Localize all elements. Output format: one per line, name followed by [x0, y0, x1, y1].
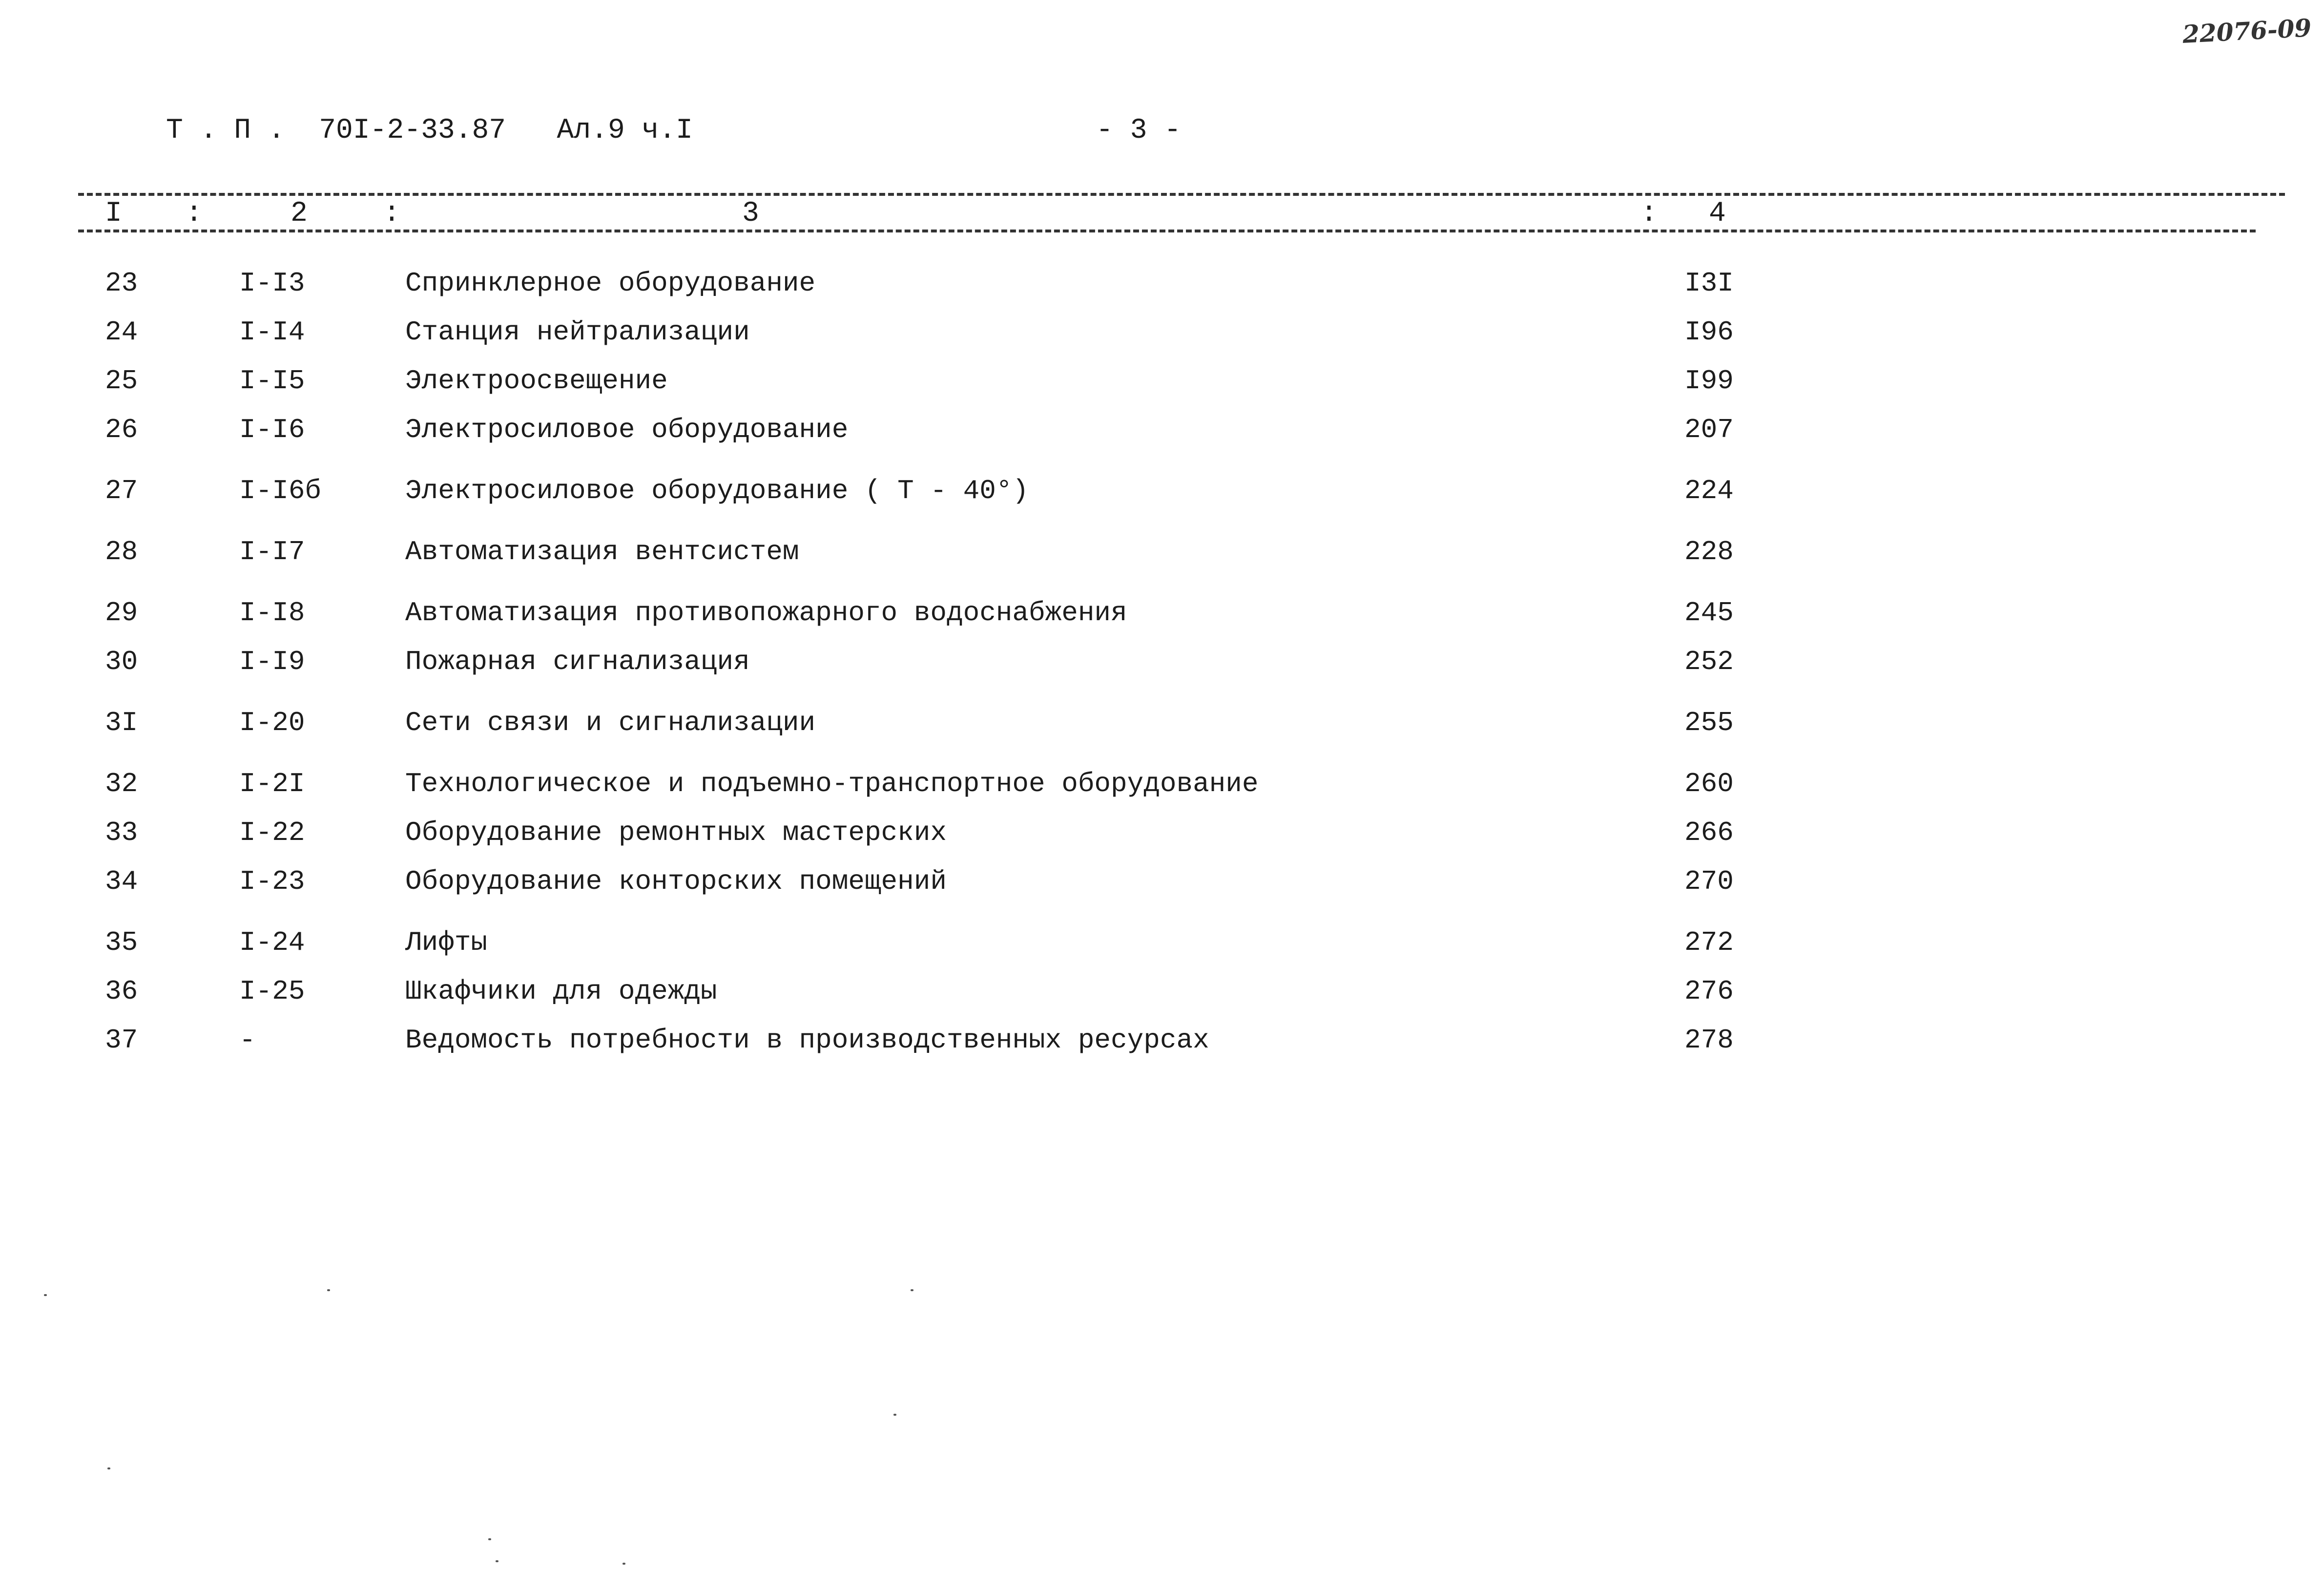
scan-speck — [911, 1289, 913, 1291]
row-page: 270 — [1684, 866, 1734, 897]
row-code: I-I7 — [239, 536, 305, 567]
row-page: 276 — [1684, 976, 1734, 1007]
table-row — [0, 642, 1806, 681]
table-row — [0, 532, 1806, 571]
table-row — [0, 862, 1806, 901]
column-separator: : — [383, 198, 400, 230]
row-name: Шкафчики для одежды — [405, 976, 717, 1007]
row-page: 228 — [1684, 536, 1734, 567]
table-row — [0, 410, 1806, 449]
row-name: Спринклерное оборудование — [405, 268, 816, 299]
row-number: 32 — [105, 768, 138, 799]
scan-speck — [622, 1563, 625, 1565]
scan-speck — [107, 1467, 110, 1469]
row-code: I-22 — [239, 817, 305, 848]
row-number: 34 — [105, 866, 138, 897]
row-number: 23 — [105, 268, 138, 299]
column-header-3: 3 — [742, 198, 759, 230]
table-row — [0, 313, 1806, 352]
row-code: I-I8 — [239, 597, 305, 628]
column-separator: : — [186, 198, 203, 230]
row-code: I-I4 — [239, 316, 305, 348]
row-page: 252 — [1684, 646, 1734, 677]
row-number: 3I — [105, 707, 138, 738]
table-top-rule — [78, 193, 2285, 196]
row-page: I99 — [1684, 365, 1734, 397]
row-name: Лифты — [405, 927, 488, 958]
row-number: 25 — [105, 365, 138, 397]
row-name: Оборудование конторских помещений — [405, 866, 947, 897]
row-page: 207 — [1684, 414, 1734, 445]
table-row — [0, 593, 1806, 632]
row-page: I3I — [1684, 268, 1734, 299]
row-page: 266 — [1684, 817, 1734, 848]
scan-speck — [488, 1538, 491, 1540]
row-name: Автоматизация противопожарного водоснабжения — [405, 597, 1127, 628]
table-row — [0, 471, 1806, 510]
row-code: I-I5 — [239, 365, 305, 397]
row-name: Автоматизация вентсистем — [405, 536, 799, 567]
row-number: 24 — [105, 316, 138, 348]
row-number: 28 — [105, 536, 138, 567]
page-number: - 3 - — [1096, 115, 1182, 147]
row-name: Пожарная сигнализация — [405, 646, 750, 677]
column-header-4: 4 — [1709, 198, 1726, 230]
row-number: 26 — [105, 414, 138, 445]
column-header-1: I — [105, 198, 122, 230]
scan-speck — [327, 1289, 330, 1291]
row-code: I-I9 — [239, 646, 305, 677]
table-row — [0, 972, 1806, 1011]
row-name: Станция нейтрализации — [405, 316, 750, 348]
row-name: Оборудование ремонтных мастерских — [405, 817, 947, 848]
row-code: I-25 — [239, 976, 305, 1007]
table-row — [0, 764, 1806, 803]
row-code: - — [239, 1025, 256, 1056]
row-name: Электроосвещение — [405, 365, 668, 397]
row-name: Технологическое и подъемно-транспортное оборудование — [405, 768, 1259, 799]
row-code: I-I3 — [239, 268, 305, 299]
row-code: I-I6б — [239, 475, 322, 506]
row-code: I-I6 — [239, 414, 305, 445]
row-code: I-20 — [239, 707, 305, 738]
table-row — [0, 264, 1806, 303]
archive-stamp: 22076-09 — [2181, 13, 2312, 49]
table-row — [0, 923, 1806, 962]
scan-speck — [893, 1414, 896, 1416]
table-row — [0, 361, 1806, 400]
row-name: Ведомость потребности в производственных ресурсах — [405, 1025, 1209, 1056]
row-name: Электросиловое оборудование ( Т - 40°) — [405, 475, 1029, 506]
row-name: Электросиловое оборудование — [405, 414, 849, 445]
row-page: 255 — [1684, 707, 1734, 738]
row-page: I96 — [1684, 316, 1734, 348]
table-header-rule — [78, 230, 2256, 232]
row-number: 35 — [105, 927, 138, 958]
scan-speck — [496, 1560, 498, 1562]
row-page: 245 — [1684, 597, 1734, 628]
row-number: 30 — [105, 646, 138, 677]
row-page: 224 — [1684, 475, 1734, 506]
column-header-2: 2 — [290, 198, 308, 230]
row-page: 272 — [1684, 927, 1734, 958]
row-name: Сети связи и сигнализации — [405, 707, 816, 738]
row-code: I-23 — [239, 866, 305, 897]
row-page: 278 — [1684, 1025, 1734, 1056]
document-code: Т . П . 70I-2-33.87 Ал.9 ч.I — [166, 115, 693, 147]
row-number: 27 — [105, 475, 138, 506]
column-separator: : — [1640, 198, 1658, 230]
scan-speck — [44, 1294, 47, 1296]
table-row — [0, 813, 1806, 852]
table-row — [0, 1021, 1806, 1060]
row-code: I-24 — [239, 927, 305, 958]
row-number: 33 — [105, 817, 138, 848]
row-number: 29 — [105, 597, 138, 628]
row-number: 36 — [105, 976, 138, 1007]
row-code: I-2I — [239, 768, 305, 799]
table-row — [0, 703, 1806, 742]
row-number: 37 — [105, 1025, 138, 1056]
row-page: 260 — [1684, 768, 1734, 799]
